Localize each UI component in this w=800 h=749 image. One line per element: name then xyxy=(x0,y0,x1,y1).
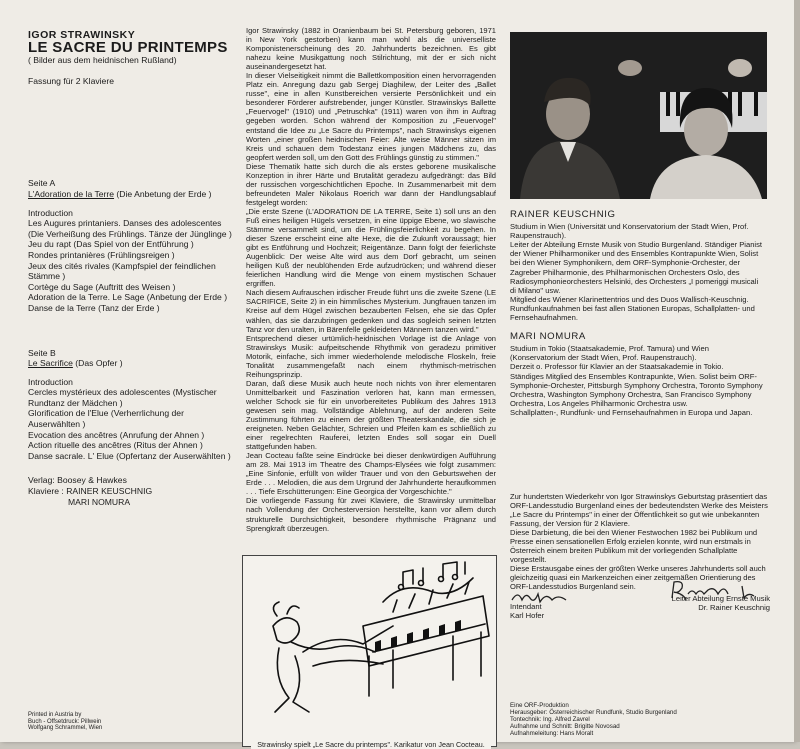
track-item: Evocation des ancêtres (Anrufung der Ahnen ) xyxy=(28,429,205,440)
track-item: Adoration de la Terre. Le Sage (Anbetung der Erde ) xyxy=(28,292,228,303)
bio-keuschnig xyxy=(510,210,764,322)
pianists-photo-image xyxy=(510,32,767,199)
track-item: Introduction xyxy=(28,376,73,387)
bio-paragraph: Studium in Tokio (Staatsakademie, Prof. Tamura) und Wien (Konservatorium der Stadt Wien, Prof. Raupenstrauch). xyxy=(510,344,709,363)
liner-paragraph: Nach diesem Aufrauschen irdischer Freude führt uns die zweite Szene (LE SACRIFICE, Seite 2) in ein himmlisches Mysterium. Jungfrauen tanzen im Kreise auf dem Hügel zwischen bezauberten Felsen, ehe sie das Opfer wählen, das sie darzubringen gedenken und das sogleich seinen letzten Tanz vor den uralten, in Bärenfelle gekleideten Männern tanzen wird." xyxy=(246,288,496,334)
liner-paragraph: „Die erste Szene (L'ADORATION DE LA TERRE, Seite 1) soll uns an den Fuß eines heiligen Hügels versetzen, in eine üppige Ebene, wo slawische Stämme versammelt sind, um die Frühlingsfeierlichkeit zu begehen. In dieser Szene erscheint eine alte Hexe, die die Zukunft voraussagt; hier gibt es Entführung und Hochzeit; Reigentänze. Dann folgt der feierlichste Augenblick: Der weise Alte wird aus dem Dorf gebracht, um seinen heiligen Kuß der neublühenden Erde aufzudrücken; und während dieser feierlichen Handlung wird die Menge von einem mystischen Schauer ergriffen. xyxy=(246,206,496,289)
side-b-part-fr: Le Sacrifice xyxy=(28,358,73,369)
side-a-heading: Seite A xyxy=(28,178,56,189)
imprint-line: Printed in Austria by xyxy=(28,712,82,718)
track-item: Glorification de l'Elue (Verherrlichung der Auserwählten ) xyxy=(28,408,184,430)
sleeve-edge xyxy=(794,0,800,742)
side-a-part-de: (Die Anbetung der Erde ) xyxy=(114,188,212,199)
side-b-heading: Seite B xyxy=(28,347,56,358)
caricature-drawing xyxy=(243,556,496,736)
side-b-part-title xyxy=(28,358,233,369)
credit-line: Aufnahmeleitung: Hans Moralt xyxy=(510,730,594,737)
side-b-part-de: (Das Opfer ) xyxy=(72,358,123,369)
production-paragraph: Diese Darbietung, die bei den Wiener Festwochen 1982 bei Publikum und Presse einen sensationellen Erfolg erzielen konnte, wird nun erstmals in Österreich einem breiten Publikum mit der vorliegenden Schallplatte vorgestellt. xyxy=(510,528,758,565)
cocteau-caricature xyxy=(242,555,497,747)
version-note: Fassung für 2 Klaviere xyxy=(28,75,114,86)
publisher: Verlag: Boosey & Hawkes xyxy=(28,475,127,486)
liner-paragraph: Jean Cocteau faßte seine Eindrücke bei dieser denkwürdigen Aufführung am 28. Mai 1913 im Theatre des Champs-Elysées wie folgt zusammen: „Eine Sinfonie, erfüllt von wilder Trauer und von den Geburtswehen der Erde . . . Melodien, die aus dem Urgrund der Jahrhunderte heraufkommen . . . Tiefe Erschütterungen: Eine Georgica der Vorgeschichte." xyxy=(246,451,496,497)
production-credits xyxy=(510,702,700,737)
signer-role: Leiter Abteilung Ernste Musik xyxy=(671,594,770,603)
signature-right xyxy=(650,594,770,612)
track-item: Danse de la Terre (Tanz der Erde ) xyxy=(28,302,160,313)
credit-line: Eine ORF-Produktion xyxy=(510,702,569,709)
side-a xyxy=(28,178,233,313)
track-item: Cortège du Sage (Auftritt des Weisen ) xyxy=(28,281,176,292)
track-item: Introduction xyxy=(28,207,73,218)
production-paragraph: Diese Erstausgabe eines der größten Werke unseres Jahrhunderts soll auch gleichzeitig quasi ein Markenzeichen einer zeitgemäßen Orientierung des ORF-Landesstudios Burgenland sein. xyxy=(510,564,766,592)
imprint-line: Buch - Offsetdruck: Pillwein xyxy=(28,718,102,725)
bio-paragraph: Ständiges Mitglied des Ensembles Kontrapunkte, Wien. Solist beim ORF-Symphonie-Orchester, Pittsburgh Symphony Orchestra, Toronto Symphony Orchestra, Washington Symphony Orchestra, San Francisco Symphony Orchestra, Los Angeles Philharmonic Orchestra usw. xyxy=(510,371,763,408)
track-item: Action rituelle des ancêtres (Ritus der Ahnen ) xyxy=(28,440,203,451)
track-item: (Die Verheißung des Frühlings. Tänze der Jünglinge ) xyxy=(28,228,232,239)
bio-paragraph: Derzeit o. Professor für Klavier an der Staatsakademie in Tokio. xyxy=(510,362,724,372)
track-item: Cercles mystérieux des adolescentes (Mystischer Rundtanz der Mädchen ) xyxy=(28,387,217,408)
bio-paragraph: Studium in Wien (Universität und Konservatorium der Stadt Wien, Prof. Raupenstrauch). xyxy=(510,222,749,241)
bio-paragraph: Rundfunkaufnahmen bei fast allen Stationen Europas, Schallplatten- und Fernsehaufnahmen. xyxy=(510,303,755,323)
bio-paragraph: Schallplatten-, Rundfunk- und Fernsehaufnahmen in Europa und Japan. xyxy=(510,407,753,417)
signer-role: Intendant xyxy=(510,602,542,611)
pianists-label: Klaviere : RAINER KEUSCHNIG xyxy=(28,486,153,497)
imprint-line: Wolfgang Schrammel, Wien xyxy=(28,725,103,732)
credit-line: Tontechnik: Ing. Alfred Zavrel xyxy=(510,716,590,723)
bio-nomura xyxy=(510,332,764,417)
tracklist-column xyxy=(28,30,233,507)
artist-name: RAINER KEUSCHNIG xyxy=(510,209,616,220)
publisher-block xyxy=(28,475,233,507)
liner-paragraph: Diese Thematik hatte sich durch die als erstes geborene musikalische Konzeption in ihrer Härte und Brutalität geradezu aufgedrängt: das Bild der russischen vorgeschichtlichen Epoche. In Zusammenarbeit mit dem befreundeten Maler Nikolaus Roerich war dann der Handlungsablauf festgelegt worden: xyxy=(246,161,496,207)
pianist-2: MARI NOMURA xyxy=(68,496,131,507)
work-title: LE SACRE DU PRINTEMPS xyxy=(28,38,228,56)
side-b xyxy=(28,348,233,462)
pianists-photo xyxy=(510,32,767,199)
artist-name: MARI NOMURA xyxy=(510,331,586,343)
liner-paragraph: Igor Strawinsky (1882 in Oranienbaum bei St. Petersburg geboren, 1971 in New York gestorben) kann man wohl als die universelliste Komponistenerscheinung des 20. Jahrhunderts bezeichnen. Es gibt nahezu keine Musikgattung noch Stilrichtung, mit der er sich nicht auseinandergesetzt hat. xyxy=(246,26,496,72)
signer-name: Karl Hofer xyxy=(510,611,545,621)
signer-name: Dr. Rainer Keuschnig xyxy=(698,603,770,613)
artist-bios xyxy=(510,210,764,417)
production-note xyxy=(510,492,768,592)
liner-paragraph: Daran, daß diese Musik auch heute noch nichts von ihrer elementaren Unmittelbarkeit und Faszination verloren hat, kann man ermessen, welcher Schock sie für ein unvorbereitetes Publikum des Jahres 1913 gewesen sein mag. Vollständige Ablehnung, auf der anderen Seite Zustimmung führten zu einem der größten Theaterskandale, die sich je ereigneten. Neben Gelächter, Schreien und Pfeifen kam es schließlich zu einer regelrechten Rauferei, letzten Endes soll sogar ein Duell stattgefunden haben. xyxy=(246,378,496,452)
liner-paragraph: Die vorliegende Fassung für zwei Klaviere, die Strawinsky unmittelbar nach Vollendung der Orchesterversion herstellte, kann vor allem durch strukturelle Durchsichtigkeit, besondere rhythmische Prägnanz und Sprengkraft überzeugen. xyxy=(246,496,496,533)
track-item: Les Augures printaniers. Danses des adolescentes xyxy=(28,218,222,229)
liner-notes xyxy=(246,26,496,533)
composer-name: IGOR STRAWINSKY xyxy=(28,29,136,41)
side-a-part-title xyxy=(28,189,233,200)
liner-paragraph: Entsprechend dieser urtümlich-heidnischen Vorlage ist die Anlage von Strawinskys Musik: aufpeitschende Rhythmik von geradezu primitiver Motorik, einfache, sich immer wiederholende melodische Floskeln, freie Tonalität zusammengefaßt nach einem rhythmisch-metrischen Reihungsprinzip. xyxy=(246,333,496,379)
signature-left xyxy=(510,602,610,620)
track-item: Rondes printanières (Frühlingsreigen ) xyxy=(28,249,175,260)
liner-paragraph: In dieser Vielseitigkeit nimmt die Ballettkomposition einen hervorragenden Platz ein. Anregung dazu gab Sergej Diaghilew, der Leiter des „Ballet russe", eine in allen Kunstbereichen versierte Persönlichkeit und ein besonderer Förderer aufstrebender, junger Künstler. Strawinskys Ballette „Feuervogel" (1910) und „Petruschka" (1911) waren von ihm in Auftrag gegeben worden. Schon während der Komposition zu „Feuervogel" entstand die Idee zu „Le Sacre du Printemps", nach Strawinskys eigenen Worten „einer großen heidnischen Feier: Alte weise Männer sitzen im Kreis und schauen dem Todestanz eines jungen Mädchens zu, das geopfert werden soll, um den Gott des Frühlings günstig zu stimmen." xyxy=(246,71,496,162)
credit-line: Herausgeber: Österreichischer Rundfunk, Studio Burgenland xyxy=(510,709,677,716)
bio-paragraph: Mitglied des Wiener Klarinettentrios und des Duos Wallisch-Keuschnig. xyxy=(510,294,749,304)
caricature-caption: Strawinsky spielt „Le Sacre du printemps". Karikatur von Jean Cocteau. xyxy=(251,740,491,749)
track-item: Jeu du rapt (Das Spiel von der Entführung ) xyxy=(28,239,194,250)
production-paragraph: Zur hundertsten Wiederkehr von Igor Strawinskys Geburtstag präsentiert das ORF-Landesstudio Burgenland eines der bedeutendsten Werke des Meisters „Le Sacre du Printemps" in einer der Öffentlichkeit so gut wie unbekannten Fassung, der Version für 2 Klaviere. xyxy=(510,492,768,529)
track-item: Jeux des cités rivales (Kampfspiel der feindlichen Stämme ) xyxy=(28,260,216,282)
side-a-part-fr: L'Adoration de la Terre xyxy=(28,188,115,199)
print-imprint xyxy=(28,712,128,732)
credit-line: Aufnahme und Schnitt: Brigitte Novosad xyxy=(510,723,620,730)
bio-paragraph: Leiter der Abteilung Ernste Musik von Studio Burgenland. Ständiger Pianist der Wiener Philharmoniker und des Ensembles Kontrapunkte Wien, Solist bei den Wiener Symphonikern, dem ORF-Symphonie-Orchester, der Zagreber Philharmonie, des Philharmonischen Orchesters Oslo, des Radiosymphonieorchesters Helsinki, des Orchesters „I pomeriggi musicali di Milano" usw. xyxy=(510,240,763,295)
work-subtitle: ( Bilder aus dem heidnischen Rußland) xyxy=(28,55,177,66)
track-item: Danse sacrale. L' Elue (Opfertanz der Auserwählten ) xyxy=(28,450,231,461)
